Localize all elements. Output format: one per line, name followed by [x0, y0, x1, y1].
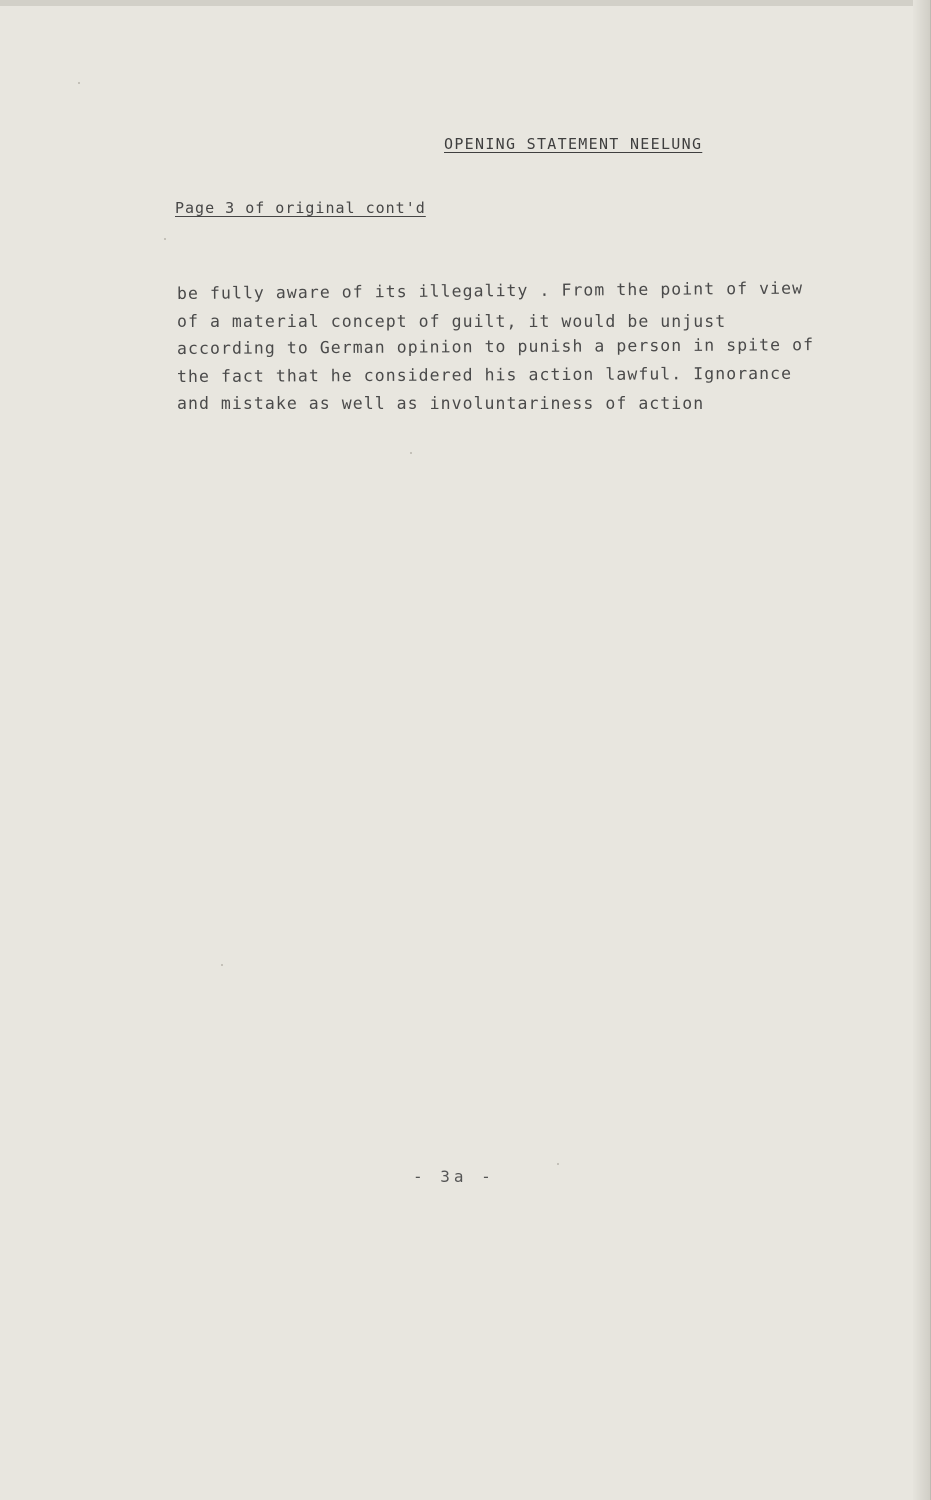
document-body [177, 280, 877, 418]
document-header: OPENING STATEMENT NEELUNG [444, 135, 703, 153]
paper-speck [78, 82, 80, 84]
body-line: of a material concept of guilt, it would be unjust [177, 311, 727, 331]
paper-edge-right [913, 0, 931, 1500]
paper-speck [221, 964, 223, 966]
paper-speck [557, 1163, 559, 1165]
document-subheader: Page 3 of original cont'd [175, 199, 426, 217]
body-line: the fact that he considered his action lawful. Ignorance [176, 363, 793, 386]
body-line: be fully aware of its illegality . From the point of view [176, 278, 804, 303]
paper-speck [410, 452, 412, 454]
paper-speck [164, 238, 166, 240]
body-line: and mistake as well as involuntariness of action [177, 394, 705, 413]
paper-edge-top [0, 0, 931, 6]
body-line: according to German opinion to punish a person in spite of [176, 335, 815, 358]
page-number: - 3a - [413, 1167, 495, 1186]
